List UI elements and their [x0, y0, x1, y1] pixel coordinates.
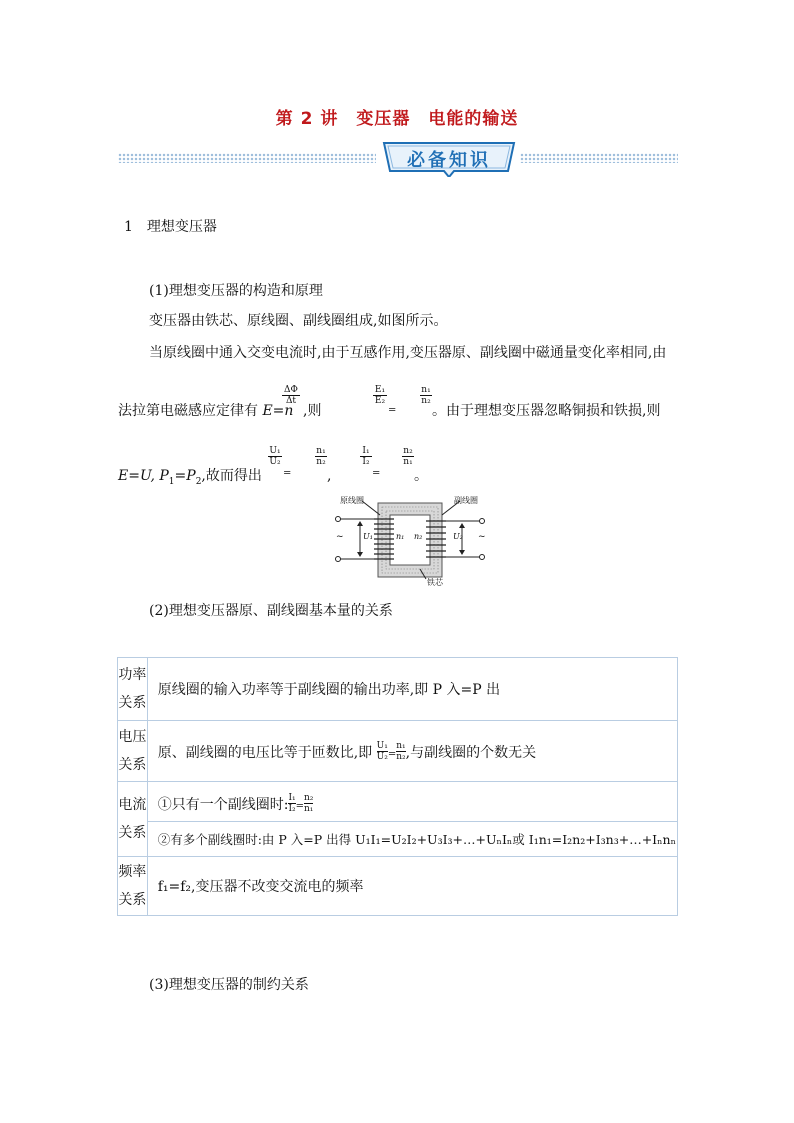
fraction-numerator: n₁: [421, 385, 431, 395]
row-key-voltage: 电压关系: [118, 721, 148, 782]
section-heading-1: 1 理想变压器: [124, 219, 217, 235]
fraction-denominator: I₂: [362, 457, 370, 467]
sub-2: 2: [195, 476, 202, 487]
paragraph-line-4a: [118, 466, 262, 492]
equals-sign: =: [295, 800, 304, 812]
text-so: ,故而得出: [201, 468, 262, 484]
fraction-denominator: U₂: [269, 457, 281, 467]
fraction-n2-n1: [402, 446, 414, 467]
current-text-1: ①只有一个副线圈时:: [157, 796, 289, 813]
formula-eu: E=U, P: [118, 468, 169, 484]
fraction-denominator: n₂: [316, 457, 326, 467]
label-n1: n₁: [396, 532, 405, 541]
fraction-numerator: n₁: [316, 446, 326, 456]
subheading-3: (3)理想变压器的制约关系: [149, 977, 309, 993]
label-u2: U₂: [453, 532, 463, 541]
equals-sign: =: [372, 468, 381, 479]
label-primary-coil: 原线圈: [340, 496, 364, 505]
fraction-numerator: n₁: [396, 740, 406, 751]
paragraph-line-3c: 。由于理想变压器忽略铜损和铁损,则: [432, 403, 661, 419]
relations-table: [117, 657, 678, 916]
transformer-diagram: [332, 493, 492, 590]
banner-dots-left: [118, 153, 376, 163]
fraction-numerator: I₁: [288, 792, 296, 803]
row-value-current-1: [147, 782, 677, 822]
table-row: [118, 721, 678, 782]
label-secondary-coil: 副线圈: [454, 496, 478, 505]
fraction-n1-n2: [420, 385, 432, 406]
fraction-n1-n2-table: [396, 741, 405, 762]
fraction-numerator: ΔΦ: [284, 385, 298, 395]
fraction-denominator: E₂: [374, 396, 386, 406]
paragraph-line-1: 变压器由铁芯、原线圈、副线圈组成,如图所示。: [149, 313, 448, 329]
banner-dots-right: [520, 153, 678, 163]
fraction-e1-e2: [373, 385, 387, 406]
fraction-numerator: I₁: [362, 446, 370, 456]
fraction-n1-n2-b: [315, 446, 327, 467]
table-row: [118, 658, 678, 721]
row-key-power: 功率关系: [118, 658, 148, 721]
label-ac-left: ~: [336, 532, 344, 542]
voltage-text-a: 原、副线圈的电压比等于匝数比,即: [157, 744, 373, 761]
table-row: [118, 822, 678, 857]
row-value-frequency: f₁=f₂,变压器不改变交流电的频率: [147, 857, 677, 916]
table-row: [118, 782, 678, 822]
subheading-1: (1)理想变压器的构造和原理: [149, 283, 323, 299]
fraction-u1-u2-table: [377, 741, 388, 762]
row-key-current: 电流关系: [118, 782, 148, 857]
fraction-i1-i2-table: [288, 793, 295, 814]
label-n2: n₂: [414, 532, 423, 541]
fraction-denominator: I₂: [288, 803, 296, 814]
fraction-n2-n1-table: [304, 793, 313, 814]
section-banner: [118, 141, 678, 181]
fraction-denominator: U₂: [376, 751, 388, 762]
paragraph-line-3b: ,则: [303, 403, 322, 419]
row-value-voltage: [147, 721, 677, 782]
fraction-denominator: Δt: [285, 396, 297, 406]
paragraph-line-3a: [118, 401, 293, 421]
row-value-current-2: ②有多个副线圈时:由 P 入=P 出得 U₁I₁=U₂I₂+U₃I₃+…+UₙIₙ或 I₁n₁=I₂n₂+I₃n₃+…+Iₙnₙ: [147, 822, 677, 857]
label-u1: U₁: [363, 532, 373, 541]
fraction-numerator: n₂: [304, 792, 314, 803]
subheading-2: (2)理想变压器原、副线圈基本量的关系: [149, 603, 393, 619]
voltage-text-b: ,与副线圈的个数无关: [405, 744, 537, 761]
row-value-power: 原线圈的输入功率等于副线圈的输出功率,即 P 入=P 出: [147, 658, 677, 721]
label-iron-core: 铁芯: [427, 578, 443, 587]
fraction-numerator: U₁: [269, 446, 281, 456]
fraction-denominator: n₂: [396, 751, 406, 762]
fraction-denominator: n₁: [304, 803, 314, 814]
fraction-numerator: n₂: [403, 446, 413, 456]
transformer-figure: [332, 493, 492, 590]
table-row: [118, 857, 678, 916]
row-key-frequency: 频率关系: [118, 857, 148, 916]
equals-sign: =: [387, 748, 397, 760]
fraction-denominator: n₁: [403, 457, 413, 467]
fraction-denominator: n₂: [421, 396, 431, 406]
equals-sign: =: [388, 405, 397, 416]
fraction-i1-i2: [360, 446, 372, 467]
formula-e-n: E=n: [262, 403, 294, 419]
paragraph-line-2: 当原线圈中通入交变电流时,由于互感作用,变压器原、副线圈中磁通量变化率相同,由: [149, 345, 667, 361]
fraction-u1-u2: [268, 446, 282, 467]
text-faraday: 法拉第电磁感应定律有: [118, 403, 263, 419]
fraction-numerator: U₁: [376, 740, 388, 751]
sub-1: 1: [168, 476, 175, 487]
label-ac-right: ~: [478, 532, 486, 542]
banner-label: 必备知识: [407, 150, 491, 171]
fraction-numerator: E₁: [374, 385, 386, 395]
comma: ,: [327, 468, 332, 484]
page-title: 第 2 讲 变压器 电能的输送: [275, 109, 519, 129]
period: 。: [414, 468, 428, 484]
fraction-dphi-dt: [282, 385, 300, 406]
equals-sign: =: [283, 468, 292, 479]
banner-badge: [380, 141, 518, 177]
formula-p2: =P: [174, 468, 196, 484]
